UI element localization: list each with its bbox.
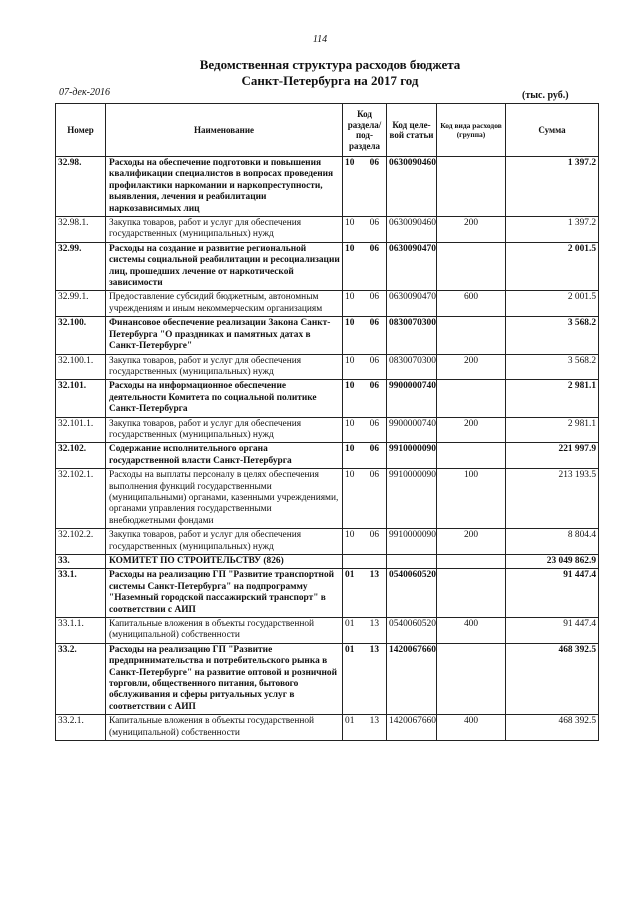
row-sum: 468 392.5 <box>506 715 599 741</box>
row-name: Закупка товаров, работ и услуг для обеспечения государственных (муниципальных) нужд <box>106 417 343 443</box>
row-number: 32.99. <box>56 242 106 291</box>
row-expense-type <box>437 643 506 714</box>
row-sum: 2 001.5 <box>506 291 599 317</box>
row-name: Расходы на информационное обеспечение деятельности Комитета по социальной политике Санкт-Петербурга <box>106 380 343 417</box>
row-section-code <box>343 569 387 618</box>
row-target-code: 0630090460 <box>387 217 437 243</box>
table-header-row <box>56 104 599 157</box>
subsection-code: 06 <box>369 243 379 254</box>
row-number: 33.1.1. <box>56 618 106 644</box>
budget-table <box>55 103 599 741</box>
row-number: 33.2.1. <box>56 715 106 741</box>
section-code: 01 <box>345 716 355 727</box>
subsection-code: 13 <box>369 570 379 581</box>
row-target-code: 9900000740 <box>387 417 437 443</box>
row-expense-type <box>437 443 506 469</box>
table-row <box>56 469 599 529</box>
row-number: 32.100. <box>56 317 106 354</box>
row-target-code: 0540060520 <box>387 618 437 644</box>
row-number: 32.102.2. <box>56 529 106 555</box>
row-sum: 91 447.4 <box>506 618 599 644</box>
subsection-code: 06 <box>369 292 379 303</box>
table-body <box>56 157 599 741</box>
row-sum: 468 392.5 <box>506 643 599 714</box>
subsection-code: 13 <box>369 644 379 655</box>
table-row <box>56 291 599 317</box>
subsection-code: 06 <box>369 381 379 392</box>
row-number: 32.98. <box>56 157 106 217</box>
row-expense-type <box>437 317 506 354</box>
table-row <box>56 529 599 555</box>
row-number: 32.101.1. <box>56 417 106 443</box>
row-number: 32.98.1. <box>56 217 106 243</box>
page-number: 114 <box>312 34 328 45</box>
row-sum: 213 193.5 <box>506 469 599 529</box>
row-section-code <box>343 354 387 380</box>
subsection-code: 13 <box>369 716 379 727</box>
row-number: 32.102. <box>56 443 106 469</box>
row-sum: 23 049 862.9 <box>506 555 599 569</box>
title-line-1: Ведомственная структура расходов бюджета <box>199 57 461 72</box>
subsection-code: 06 <box>369 530 379 541</box>
row-target-code: 9910000090 <box>387 529 437 555</box>
row-target-code: 9900000740 <box>387 380 437 417</box>
row-sum: 3 568.2 <box>506 354 599 380</box>
row-number: 33. <box>56 555 106 569</box>
row-target-code: 0830070300 <box>387 354 437 380</box>
column-header-expense-type: Код вида расходов (группа) <box>437 104 506 157</box>
row-section-code <box>343 217 387 243</box>
row-expense-type: 400 <box>437 618 506 644</box>
table-row <box>56 618 599 644</box>
table-row <box>56 569 599 618</box>
section-code: 01 <box>345 644 355 655</box>
row-sum: 8 804.4 <box>506 529 599 555</box>
subsection-code: 06 <box>369 318 379 329</box>
row-name: Расходы на обеспечение подготовки и повышения квалификации специалистов в вопросах проведения профилактики наркомании и наркопреступности, выявления, лечения и реабилитации наркозависимых лиц <box>106 157 343 217</box>
section-code: 10 <box>345 243 355 254</box>
section-code: 10 <box>345 530 355 541</box>
table-row <box>56 417 599 443</box>
section-code: 10 <box>345 318 355 329</box>
row-sum: 3 568.2 <box>506 317 599 354</box>
row-name: Предоставление субсидий бюджетным, автономным учреждениям и иным некоммерческим организациям <box>106 291 343 317</box>
row-expense-type: 200 <box>437 217 506 243</box>
subsection-code: 06 <box>369 418 379 429</box>
row-section-code <box>343 469 387 529</box>
row-section-code <box>343 317 387 354</box>
row-section-code <box>343 443 387 469</box>
section-code: 10 <box>345 218 355 229</box>
row-target-code: 1420067660 <box>387 643 437 714</box>
subsection-code: 06 <box>369 444 379 455</box>
section-code: 10 <box>345 470 355 481</box>
row-sum: 91 447.4 <box>506 569 599 618</box>
section-code: 10 <box>345 381 355 392</box>
row-expense-type: 600 <box>437 291 506 317</box>
row-section-code <box>343 643 387 714</box>
document-date: 07-дек-2016 <box>59 87 110 98</box>
row-name: Закупка товаров, работ и услуг для обеспечения государственных (муниципальных) нужд <box>106 529 343 555</box>
row-section-code <box>343 380 387 417</box>
row-target-code: 0630090460 <box>387 157 437 217</box>
row-expense-type: 100 <box>437 469 506 529</box>
column-header-target: Код целе-вой статьи <box>387 104 437 157</box>
row-section-code <box>343 715 387 741</box>
row-section-code <box>343 291 387 317</box>
row-name: Капитальные вложения в объекты государственной (муниципальной) собственности <box>106 715 343 741</box>
row-name: Финансовое обеспечение реализации Закона Санкт-Петербурга "О праздниках и памятных датах в Санкт-Петербурге" <box>106 317 343 354</box>
table-row <box>56 380 599 417</box>
subsection-code: 06 <box>369 470 379 481</box>
column-header-sum: Сумма <box>506 104 599 157</box>
table-row <box>56 217 599 243</box>
row-sum: 1 397.2 <box>506 157 599 217</box>
subsection-code: 06 <box>369 355 379 366</box>
row-target-code: 9910000090 <box>387 443 437 469</box>
row-name: Закупка товаров, работ и услуг для обеспечения государственных (муниципальных) нужд <box>106 354 343 380</box>
row-number: 33.2. <box>56 643 106 714</box>
document-title <box>60 57 600 89</box>
row-target-code: 0830070300 <box>387 317 437 354</box>
title-line-2: Санкт-Петербурга на 2017 год <box>241 73 419 88</box>
row-expense-type <box>437 569 506 618</box>
section-code: 01 <box>345 570 355 581</box>
row-name: Закупка товаров, работ и услуг для обеспечения государственных (муниципальных) нужд <box>106 217 343 243</box>
table-row <box>56 555 599 569</box>
row-target-code <box>387 555 437 569</box>
table-row <box>56 643 599 714</box>
units-label: (тыс. руб.) <box>522 90 569 101</box>
row-target-code: 1420067660 <box>387 715 437 741</box>
row-number: 32.101. <box>56 380 106 417</box>
row-number: 33.1. <box>56 569 106 618</box>
table-row <box>56 242 599 291</box>
section-code: 01 <box>345 619 355 630</box>
row-sum: 221 997.9 <box>506 443 599 469</box>
row-name: Расходы на реализацию ГП "Развитие транспортной системы Санкт-Петербурга" на подпрограмму "Наземный городской пассажирский транспорт" в соответствии с АИП <box>106 569 343 618</box>
row-sum: 1 397.2 <box>506 217 599 243</box>
table-row <box>56 443 599 469</box>
column-header-section: Код раздела/ под-раздела <box>343 104 387 157</box>
table-row <box>56 354 599 380</box>
row-expense-type <box>437 242 506 291</box>
row-expense-type: 400 <box>437 715 506 741</box>
row-target-code: 0630090470 <box>387 291 437 317</box>
row-expense-type: 200 <box>437 529 506 555</box>
subsection-code: 13 <box>369 619 379 630</box>
row-section-code <box>343 417 387 443</box>
subsection-code: 06 <box>369 158 379 168</box>
row-section-code <box>343 618 387 644</box>
row-expense-type: 200 <box>437 417 506 443</box>
row-name: Расходы на выплаты персоналу в целях обеспечения выполнения функций государственными (муниципальными) органами, казенными учреждениями, органами управления государственными внебюджетными фондами <box>106 469 343 529</box>
section-code: 10 <box>345 355 355 366</box>
table-row <box>56 317 599 354</box>
section-code: 10 <box>345 158 355 168</box>
row-section-code <box>343 242 387 291</box>
column-header-name: Наименование <box>106 104 343 157</box>
table-row <box>56 715 599 741</box>
row-name: КОМИТЕТ ПО СТРОИТЕЛЬСТВУ (826) <box>106 555 343 569</box>
row-section-code <box>343 555 387 569</box>
row-expense-type <box>437 380 506 417</box>
row-sum: 2 001.5 <box>506 242 599 291</box>
row-name: Расходы на создание и развитие региональной системы социальной реабилитации и ресоциализации лиц, прошедших лечение от наркотической зависимости <box>106 242 343 291</box>
section-code: 10 <box>345 418 355 429</box>
row-sum: 2 981.1 <box>506 417 599 443</box>
row-sum: 2 981.1 <box>506 380 599 417</box>
row-number: 32.100.1. <box>56 354 106 380</box>
section-code: 10 <box>345 444 355 455</box>
row-expense-type <box>437 157 506 217</box>
row-target-code: 9910000090 <box>387 469 437 529</box>
section-code: 10 <box>345 292 355 303</box>
row-expense-type: 200 <box>437 354 506 380</box>
row-section-code <box>343 157 387 217</box>
row-number: 32.99.1. <box>56 291 106 317</box>
row-name: Капитальные вложения в объекты государственной (муниципальной) собственности <box>106 618 343 644</box>
table-row <box>56 157 599 217</box>
row-name: Расходы на реализацию ГП "Развитие предпринимательства и потребительского рынка в Санкт-Петербурге" на развитие оптовой и розничной торговли, общественного питания, бытового обслуживания и сферы ритуальных услуг в соответствии с АИП <box>106 643 343 714</box>
row-section-code <box>343 529 387 555</box>
column-header-number: Номер <box>56 104 106 157</box>
row-target-code: 0540060520 <box>387 569 437 618</box>
row-expense-type <box>437 555 506 569</box>
subsection-code: 06 <box>369 218 379 229</box>
row-name: Содержание исполнительного органа государственной власти Санкт-Петербурга <box>106 443 343 469</box>
row-target-code: 0630090470 <box>387 242 437 291</box>
row-number: 32.102.1. <box>56 469 106 529</box>
